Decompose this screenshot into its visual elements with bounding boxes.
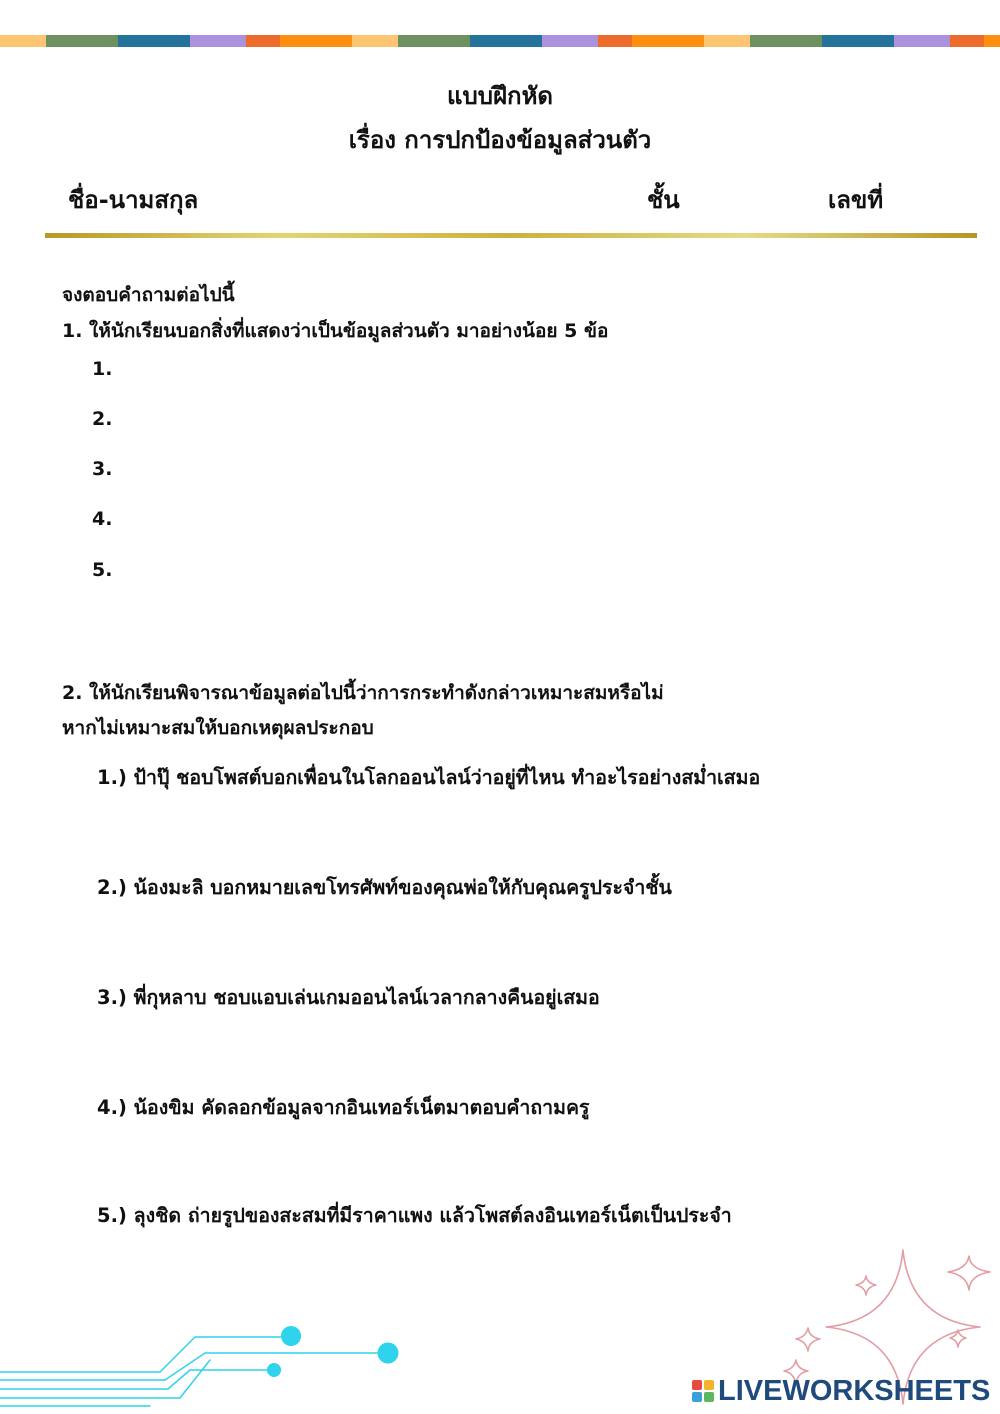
- circuit-line: [165, 1353, 205, 1380]
- logo-square: [704, 1392, 714, 1402]
- circuit-lines-decoration: [0, 1337, 388, 1406]
- class-label: ชั้น: [647, 186, 680, 214]
- circuit-line: [160, 1337, 195, 1372]
- circuit-node: [267, 1363, 281, 1377]
- worksheet-title: แบบฝึกหัด: [447, 82, 553, 110]
- circuit-line: [168, 1370, 190, 1389]
- stripe-segment: [632, 35, 704, 47]
- liveworksheets-logo-icon: [692, 1380, 714, 1402]
- sparkle-star: [948, 1256, 990, 1290]
- circuit-nodes: [267, 1326, 399, 1377]
- stripe-segment: [398, 35, 470, 47]
- number-label: เลขที่: [828, 186, 884, 214]
- stripe-segment: [984, 35, 1000, 47]
- stripe-segment: [750, 35, 822, 47]
- stripe-segment: [470, 35, 542, 47]
- circuit-node: [281, 1326, 301, 1346]
- stripe-segment: [598, 35, 632, 47]
- logo-square: [692, 1380, 702, 1390]
- stripe-segment: [352, 35, 398, 47]
- answer-line-number: 4.: [92, 508, 113, 530]
- circuit-line: [180, 1360, 210, 1398]
- stripe-segment: [894, 35, 950, 47]
- scenario-item: 5.) ลุงชิด ถ่ายรูปของสะสมที่มีราคาแพง แล้วโพสต์ลงอินเทอร์เน็ตเป็นประจำ: [97, 1204, 732, 1227]
- sparkle-star: [856, 1276, 876, 1295]
- stripe-segment: [246, 35, 280, 47]
- scenario-item: 3.) พี่กุหลาบ ชอบแอบเล่นเกมออนไลน์เวลากลางคืนอยู่เสมอ: [97, 986, 600, 1009]
- stripe-segment: [704, 35, 750, 47]
- scenario-item: 4.) น้องขิม คัดลอกข้อมูลจากอินเทอร์เน็ตมาตอบคำถามครู: [97, 1096, 590, 1119]
- brand-name: LIVEWORKSHEETS: [718, 1374, 991, 1407]
- top-color-stripe: [0, 35, 1000, 47]
- logo-square: [704, 1380, 714, 1390]
- instruction-text: จงตอบคำถามต่อไปนี้: [62, 284, 235, 306]
- stripe-segment: [190, 35, 246, 47]
- worksheet-subtitle: เรื่อง การปกป้องข้อมูลส่วนตัว: [348, 126, 652, 154]
- answer-line-number: 1.: [92, 358, 113, 380]
- question-2-line-2: หากไม่เหมาะสมให้บอกเหตุผลประกอบ: [62, 717, 374, 739]
- stripe-segment: [950, 35, 984, 47]
- header-divider: [45, 233, 977, 238]
- answer-line-number: 5.: [92, 559, 113, 581]
- stripe-segment: [0, 35, 46, 47]
- scenario-item: 1.) ป้าปุ๊ ชอบโพสต์บอกเพื่อนในโลกออนไลน์ว่าอยู่ที่ไหน ทำอะไรอย่างสม่ำเสมอ: [97, 766, 761, 789]
- sparkle-star: [796, 1328, 820, 1351]
- liveworksheets-brand[interactable]: [692, 1376, 990, 1406]
- question-1: 1. ให้นักเรียนบอกสิ่งที่แสดงว่าเป็นข้อมูลส่วนตัว มาอย่างน้อย 5 ข้อ: [62, 320, 609, 342]
- stripe-segment: [542, 35, 598, 47]
- stripe-segment: [118, 35, 190, 47]
- name-label: ชื่อ-นามสกุล: [68, 186, 199, 214]
- stripe-segment: [280, 35, 352, 47]
- stripe-segment: [822, 35, 894, 47]
- answer-line-number: 3.: [92, 458, 113, 480]
- question-2-line-1: 2. ให้นักเรียนพิจารณาข้อมูลต่อไปนี้ว่าการกระทำดังกล่าวเหมาะสมหรือไม่: [62, 682, 664, 704]
- scenario-item: 2.) น้องมะลิ บอกหมายเลขโทรศัพท์ของคุณพ่อให้กับคุณครูประจำชั้น: [97, 876, 672, 899]
- stripe-segment: [46, 35, 118, 47]
- circuit-node: [378, 1343, 399, 1364]
- logo-square: [692, 1392, 702, 1402]
- answer-line-number: 2.: [92, 408, 113, 430]
